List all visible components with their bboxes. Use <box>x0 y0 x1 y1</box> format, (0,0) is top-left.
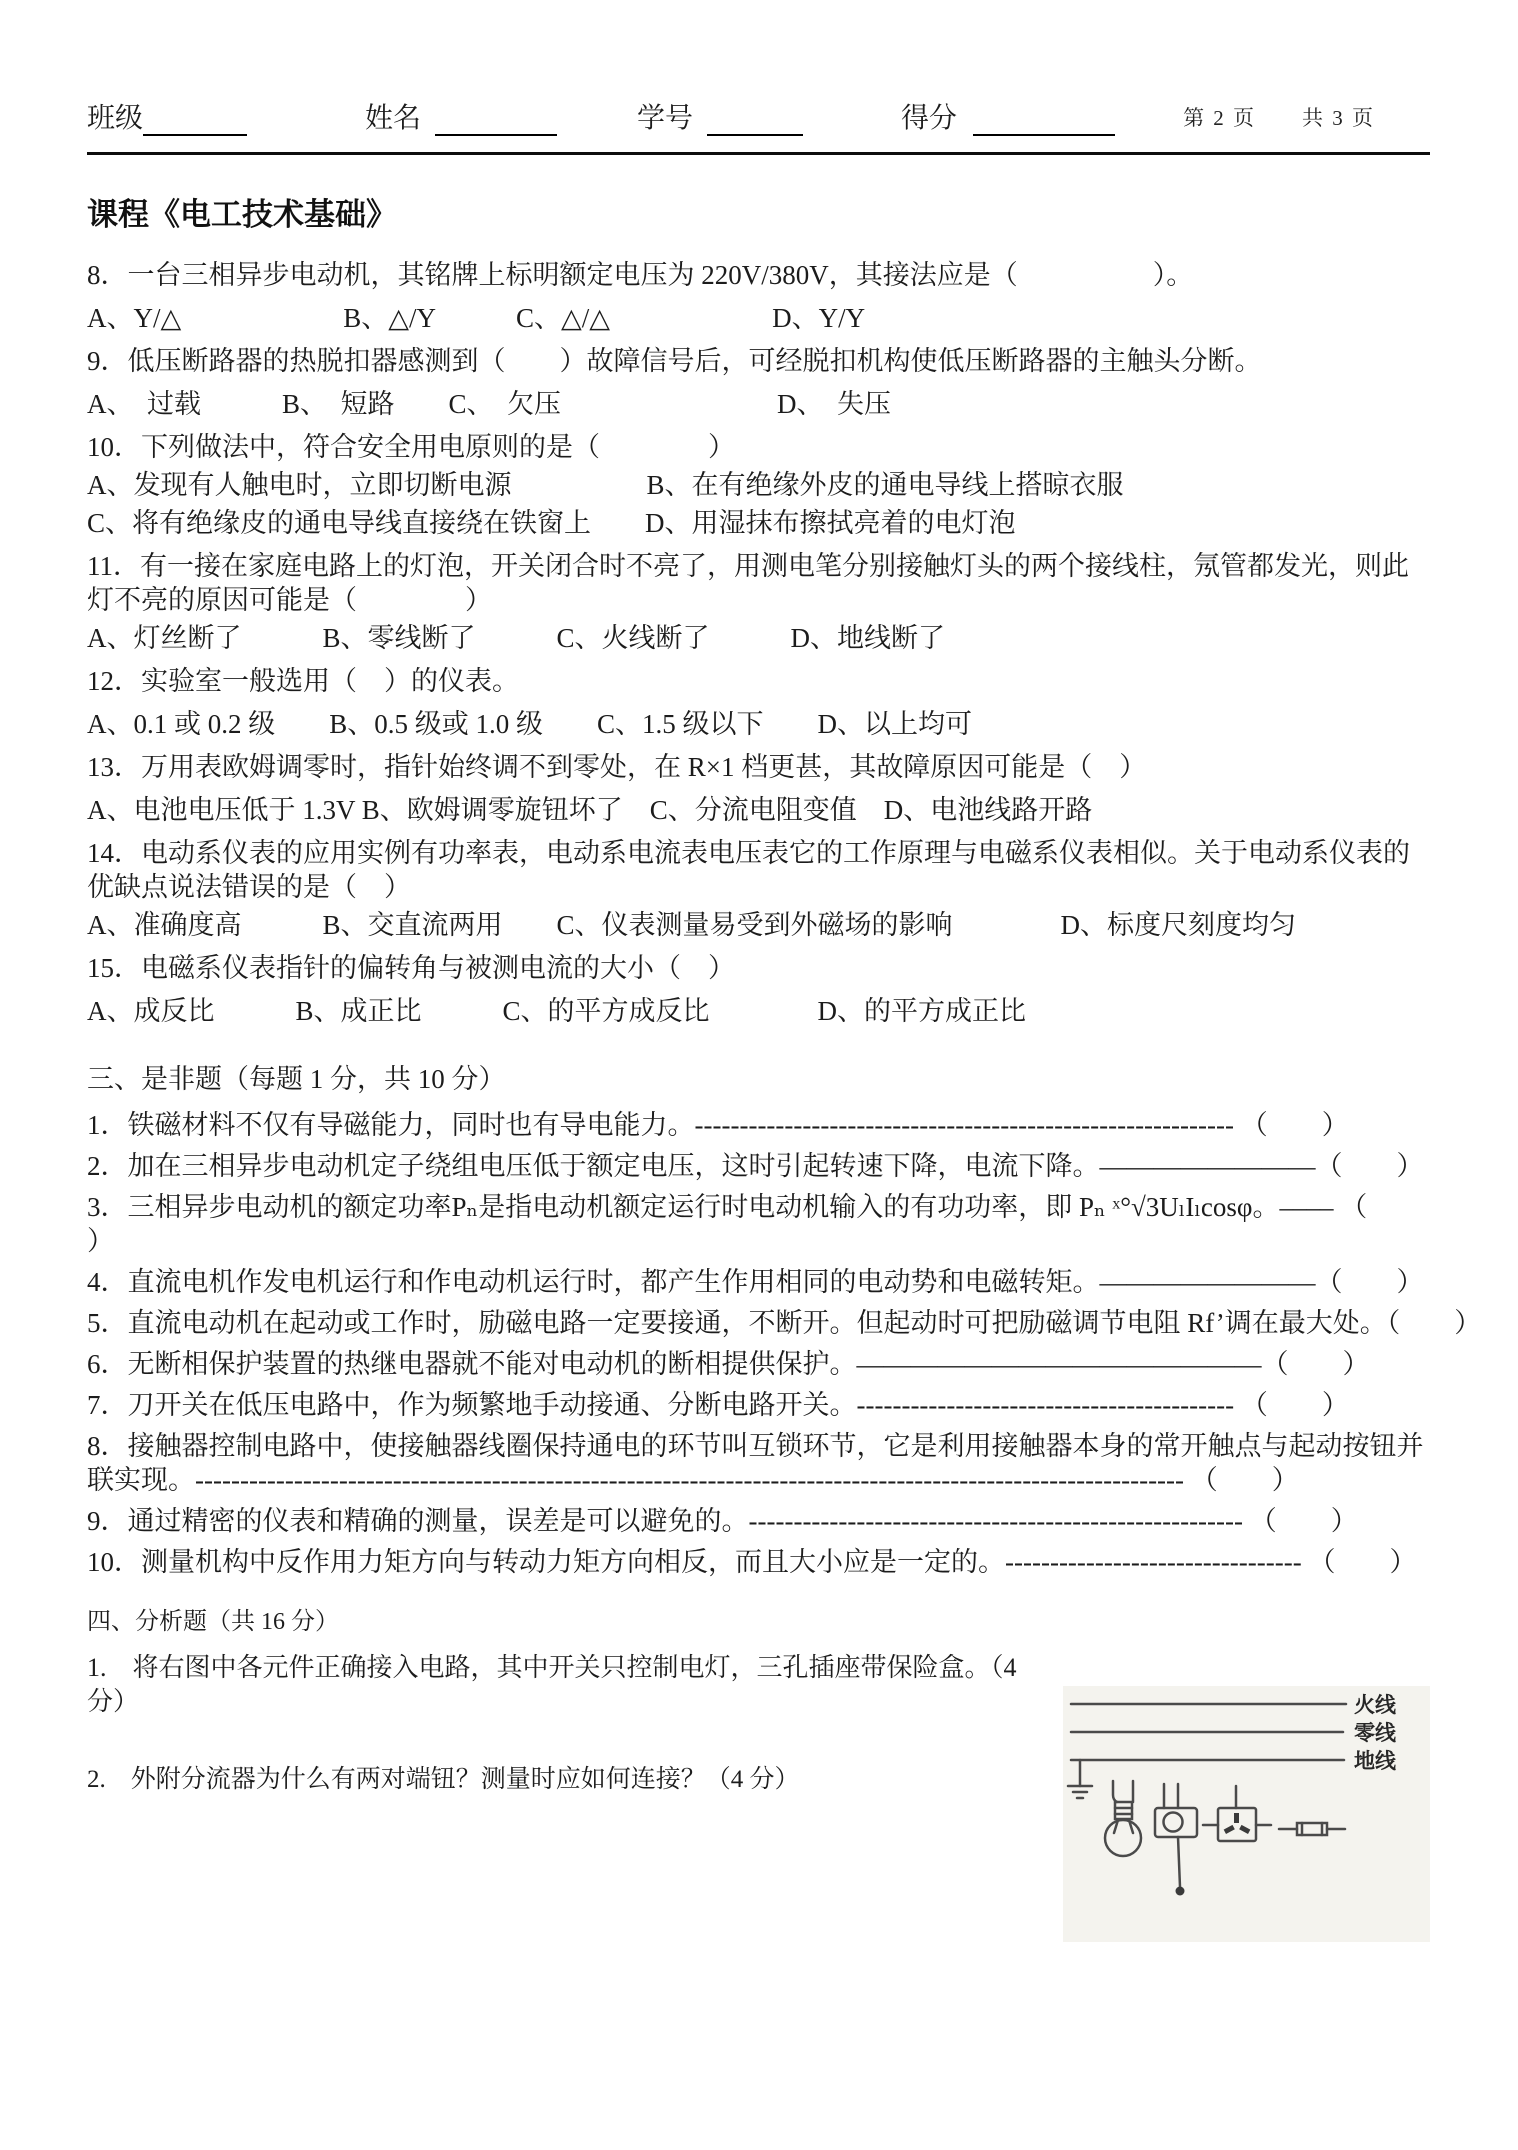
tf-item-4: 4．直流电机作发电机运行和作电动机运行时，都产生作用相同的电动势和电磁转矩。————————（ ） <box>87 1267 1424 1297</box>
name-blank <box>435 104 557 136</box>
name-field <box>365 96 557 136</box>
neutral-wire-label: 零线 <box>1354 1721 1396 1745</box>
course-title: 课程《电工技术基础》 <box>87 197 397 232</box>
question-9-stem: 9．低压断路器的热脱扣器感测到（ ）故障信号后，可经脱扣机构使低压断路器的主触头分断。 <box>87 346 1262 376</box>
question-8-options: A、Y/△ B、△/Y C、△/△ D、Y/Y <box>87 303 866 333</box>
student-id-field <box>637 96 803 136</box>
question-12-stem: 12．实验室一般选用（ ）的仪表。 <box>87 666 519 696</box>
question-13-options: A、电池电压低于 1.3V B、欧姆调零旋钮坏了 C、分流电阻变值 D、电池线路开路 <box>87 795 1093 825</box>
analysis-question-2: 2. 外附分流器为什么有两对端钮？测量时应如何连接？（4 分） <box>87 1766 800 1793</box>
page-indicator: 第 2 页 共 3 页 <box>1183 106 1376 130</box>
tf-item-1: 1．铁磁材料不仅有导磁能力，同时也有导电能力。------------------------------------------------------------ （ ） <box>87 1110 1349 1140</box>
analysis-heading: 四、分析题（共 16 分） <box>87 1609 339 1635</box>
multiple-choice-section <box>87 258 1430 1028</box>
class-field <box>87 96 247 136</box>
class-label: 班级 <box>87 103 144 134</box>
tf-item-2: 2．加在三相异步电动机定子绕组电压低于额定电压，这时引起转速下降，电流下降。————————（ ） <box>87 1151 1424 1181</box>
tf-item-5: 5．直流电动机在起动或工作时，励磁电路一定要接通，不断开。但起动时可把励磁调节电阻 Rf’调在最大处。（ ） <box>87 1308 1482 1338</box>
tf-item-10: 10．测量机构中反作用力矩方向与转动力矩方向相反，而且大小应是一定的。--------------------------------- （ ） <box>87 1547 1417 1577</box>
true-false-section <box>87 1062 1482 1579</box>
name-label: 姓名 <box>365 103 422 134</box>
question-12-options: A、0.1 或 0.2 级 B、0.5 级或 1.0 级 C、1.5 级以下 D、以上均可 <box>87 709 973 739</box>
question-10-options-ab: A、发现有人触电时，立即切断电源 B、在有绝缘外皮的通电导线上搭晾衣服 <box>87 470 1124 500</box>
question-14-stem: 14．电动系仪表的应用实例有功率表，电动系电流表电压表它的工作原理与电磁系仪表相似。关于电动系仪表的优缺点说法错误的是（ ） <box>87 838 1410 902</box>
circuit-figure-svg <box>1063 1686 1430 1942</box>
tf-item-8: 8．接触器控制电路中，使接触器线圈保持通电的环节叫互锁环节，它是利用接触器本身的常开触点与起动按钮并联实现。-------------------------------------------------------------------------------------------------------------- （ ） <box>87 1431 1424 1495</box>
student-id-blank <box>707 104 803 136</box>
question-11-options: A、灯丝断了 B、零线断了 C、火线断了 D、地线断了 <box>87 623 946 653</box>
tf-item-7: 7．刀开关在低压电路中，作为频繁地手动接通、分断电路开关。------------------------------------------ （ ） <box>87 1390 1349 1420</box>
tf-item-3: 3．三相异步电动机的额定功率Pₙ是指电动机额定运行时电动机输入的有功功率，即 Pₙ ˣ°√3UₗIₗcosφ。–––– （ ） <box>87 1192 1422 1256</box>
question-13-stem: 13．万用表欧姆调零时，指针始终调不到零处，在 R×1 档更甚，其故障原因可能是（ ） <box>87 752 1147 782</box>
page-header <box>87 0 1430 136</box>
pull-cord-ball <box>1176 1887 1185 1896</box>
tf-item-6: 6．无断相保护装置的热继电器就不能对电动机的断相提供保护。———————————————（ ） <box>87 1349 1370 1379</box>
question-8-stem: 8．一台三相异步电动机，其铭牌上标明额定电压为 220V/380V，其接法应是（ ）。 <box>87 260 1194 290</box>
question-14-options: A、准确度高 B、交直流两用 C、仪表测量易受到外磁场的影响 D、标度尺刻度均匀 <box>87 910 1297 940</box>
score-blank <box>973 104 1115 136</box>
question-10-stem: 10．下列做法中，符合安全用电原则的是（ ） <box>87 432 735 462</box>
student-id-label: 学号 <box>637 103 694 134</box>
question-15-options: A、成反比 B、成正比 C、的平方成反比 D、的平方成正比 <box>87 996 1027 1026</box>
ground-wire-label: 地线 <box>1354 1749 1396 1773</box>
question-11-stem: 11．有一接在家庭电路上的灯泡，开关闭合时不亮了，用测电笔分别接触灯头的两个接线柱，氖管都发光，则此灯不亮的原因可能是（ ） <box>87 551 1409 615</box>
tf-item-9: 9．通过精密的仪表和精确的测量，误差是可以避免的。------------------------------------------------------- （ ） <box>87 1506 1358 1536</box>
header-divider <box>87 152 1430 155</box>
class-blank <box>143 104 247 136</box>
question-10-options-cd: C、将有绝缘皮的通电导线直接绕在铁窗上 D、用湿抹布擦拭亮着的电灯泡 <box>87 508 1016 538</box>
true-false-heading: 三、是非题（每题 1 分，共 10 分） <box>87 1064 506 1094</box>
question-9-options: A、 过载 B、 短路 C、 欠压 D、 失压 <box>87 389 892 419</box>
analysis-question-1: 1. 将右图中各元件正确接入电路，其中开关只控制电灯，三孔插座带保险盒。（4分） <box>87 1653 1017 1716</box>
question-15-stem: 15．电磁系仪表指针的偏转角与被测电流的大小（ ） <box>87 953 735 983</box>
circuit-figure <box>1063 1686 1430 1942</box>
score-field <box>901 96 1115 136</box>
live-wire-label: 火线 <box>1354 1693 1396 1717</box>
score-label: 得分 <box>901 103 958 134</box>
